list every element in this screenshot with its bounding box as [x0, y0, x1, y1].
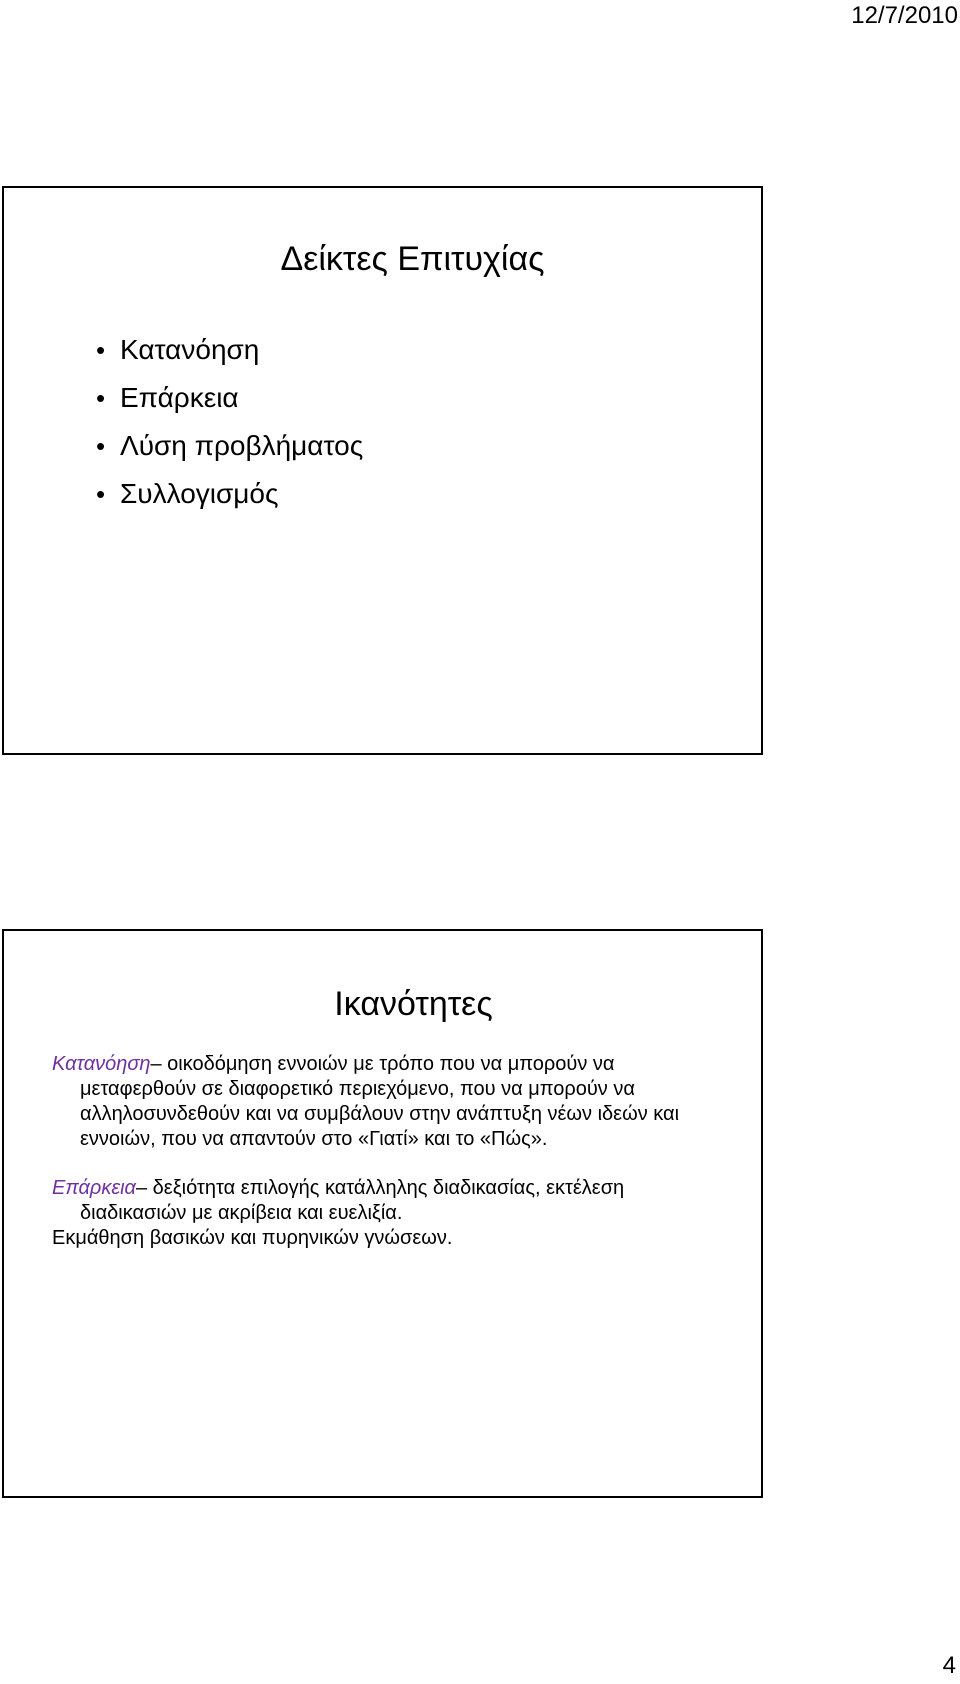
slide-success-indicators: [2, 186, 763, 755]
bullet-list: [96, 326, 363, 518]
slide-competencies: [2, 929, 763, 1498]
definition-term: Κατανόηση: [52, 1053, 151, 1075]
definition-text: – οικοδόμηση εννοιών με τρόπο που να μπορούν να μεταφερθούν σε διαφορετικό περιεχόμενο, που να μπορούν να αλληλοσυνδεθούν και να συμβάλουν στην ανάπτυξη νέων ιδεών και εννοιών, που να απαντούν στο «Γιατί» και το «Πώς».: [80, 1053, 680, 1150]
header-date: 12/7/2010: [851, 2, 958, 29]
definition-text: – δεξιότητα επιλογής κατάλληλης διαδικασίας, εκτέλεση διαδικασιών με ακρίβεια και ευελιξία.: [80, 1177, 625, 1224]
definition-term: Επάρκεια: [52, 1177, 136, 1199]
definition-understanding: [52, 1052, 732, 1152]
page-number: 4: [942, 1652, 956, 1679]
bullet-item: • Επάρκεια: [96, 374, 363, 422]
definitions-list: [52, 1052, 732, 1251]
bullet-item: • Κατανόηση: [96, 326, 363, 374]
bullet-icon: •: [96, 479, 106, 509]
bullet-icon: •: [96, 335, 106, 365]
definition-extra-text: Εκμάθηση βασικών και πυρηνικών γνώσεων.: [52, 1227, 453, 1249]
slide-title: Δείκτες Επιτυχίας: [280, 240, 545, 278]
bullet-item: • Συλλογισμός: [96, 470, 363, 518]
bullet-icon: •: [96, 431, 106, 461]
slide-title: Ικανότητες: [334, 985, 493, 1023]
bullet-icon: •: [96, 383, 106, 413]
bullet-item: • Λύση προβλήματος: [96, 422, 363, 470]
definition-proficiency: [52, 1176, 732, 1251]
